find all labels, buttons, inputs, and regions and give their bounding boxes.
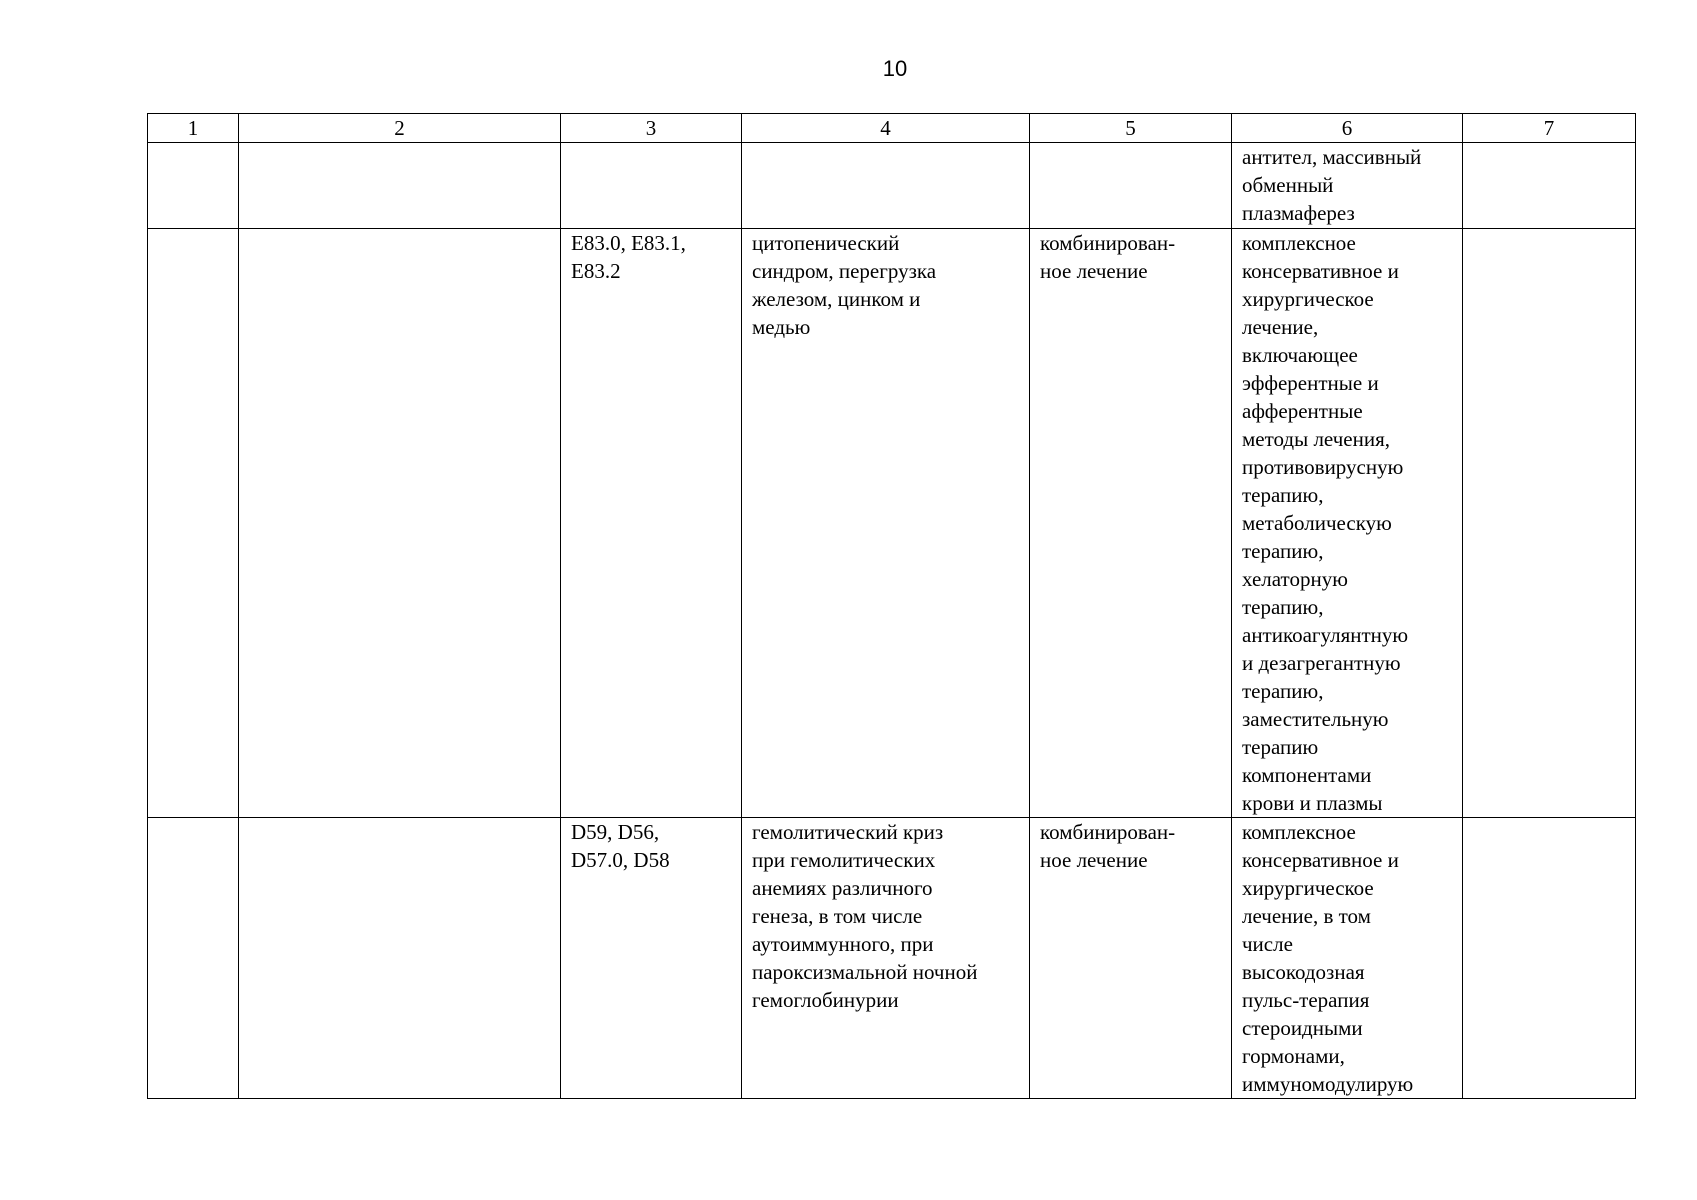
table-cell (148, 229, 239, 818)
column-number-3: 3 (561, 114, 742, 143)
table-cell (1463, 229, 1636, 818)
column-number-6: 6 (1232, 114, 1463, 143)
diagnosis-codes-cell: D59, D56, D57.0, D58 (561, 818, 742, 1099)
procedures-table (147, 113, 1636, 1099)
table-header-row (148, 114, 1636, 143)
table-cell (1463, 818, 1636, 1099)
column-number-4: 4 (742, 114, 1030, 143)
condition-cell: цитопенический синдром, перегрузка железом, цинком и медью (742, 229, 1030, 818)
page-number: 10 (882, 56, 908, 81)
treatment-methods-cell: комплексное консервативное и хирургическое лечение, в том числе высокодозная пульс-терапия стероидными гормонами, иммуномодулирую (1232, 818, 1463, 1099)
treatment-type-cell: комбинирован- ное лечение (1030, 818, 1232, 1099)
table-cell (148, 818, 239, 1099)
column-number-7: 7 (1463, 114, 1636, 143)
table-row (148, 818, 1636, 1099)
column-number-5: 5 (1030, 114, 1232, 143)
table-row (148, 229, 1636, 818)
treatment-methods-cell: комплексное консервативное и хирургическое лечение, включающее эфферентные и афферентные методы лечения, противовирусную терапию, метаболическую терапию, хелаторную терапию, антикоагулянтную и дезагрегантную терапию, заместительную терапию компонентами крови и плазмы (1232, 229, 1463, 818)
table-cell (742, 143, 1030, 229)
treatment-type-cell: комбинирован- ное лечение (1030, 229, 1232, 818)
column-number-2: 2 (239, 114, 561, 143)
column-number-1: 1 (148, 114, 239, 143)
table-cell (239, 143, 561, 229)
table-cell (239, 229, 561, 818)
treatment-methods-cell: антител, массивный обменный плазмаферез (1232, 143, 1463, 229)
table-cell (239, 818, 561, 1099)
table-cell (1463, 143, 1636, 229)
table-cell (1030, 143, 1232, 229)
table-cell (561, 143, 742, 229)
table-row (148, 143, 1636, 229)
diagnosis-codes-cell: E83.0, E83.1, E83.2 (561, 229, 742, 818)
table-cell (148, 143, 239, 229)
condition-cell: гемолитический криз при гемолитических анемиях различного генеза, в том числе аутоиммунного, при пароксизмальной ночной гемоглобинурии (742, 818, 1030, 1099)
